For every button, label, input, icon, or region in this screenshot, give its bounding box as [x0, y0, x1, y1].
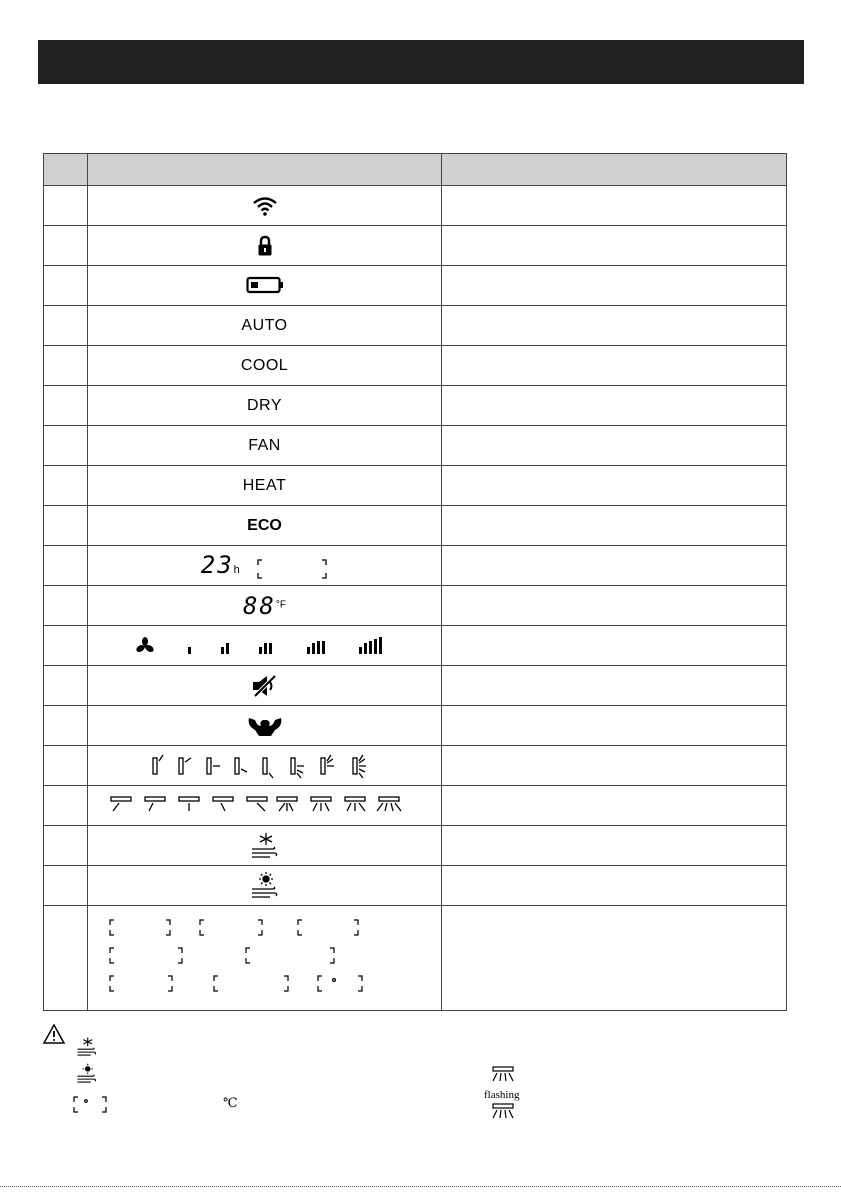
table-row	[44, 426, 787, 466]
temperature-unit: °F	[275, 599, 286, 611]
table-row	[44, 386, 787, 426]
heat-wind-icon	[250, 871, 280, 901]
lock-icon	[257, 235, 273, 257]
bracket-icon	[256, 558, 328, 580]
table-row	[44, 666, 787, 706]
page-bottom-divider	[0, 1186, 841, 1188]
celsius-symbol: ℃	[223, 1096, 238, 1111]
warning-icon	[42, 1023, 66, 1045]
table-row	[44, 546, 787, 586]
timer-display-icon	[201, 551, 328, 580]
bracket-degree-note-icon	[70, 1095, 110, 1115]
icon-table	[43, 153, 787, 1011]
table-row	[44, 346, 787, 386]
timer-unit: h	[233, 564, 240, 577]
mute-icon	[251, 674, 279, 698]
battery-icon	[246, 276, 284, 294]
table-row	[44, 466, 787, 506]
table-row	[44, 586, 787, 626]
turbo-icon	[245, 714, 285, 738]
table-row	[44, 746, 787, 786]
header-cell-no	[44, 154, 88, 186]
fan-speed-icon	[135, 635, 395, 657]
temperature-digits: 88	[242, 591, 276, 620]
mode-label-auto: AUTO	[241, 316, 288, 334]
heat-wind-note-icon	[76, 1063, 98, 1085]
header-cell-icon	[88, 154, 442, 186]
table-row	[44, 506, 787, 546]
horizontal-swing-icon	[107, 793, 423, 819]
cool-wind-note-icon	[76, 1036, 98, 1058]
table-row	[44, 906, 787, 1011]
table-row	[44, 826, 787, 866]
flashing-swing-note-icon	[490, 1103, 516, 1121]
flashing-label: flashing	[484, 1089, 520, 1101]
mode-label-fan: FAN	[248, 436, 281, 454]
header-bar	[38, 40, 804, 84]
vertical-swing-icon	[149, 753, 381, 779]
all-swing-note-icon	[490, 1066, 516, 1084]
mode-label-eco: ECO	[247, 516, 282, 534]
temperature-display-icon	[243, 592, 286, 620]
header-cell-description	[442, 154, 787, 186]
table-row	[44, 626, 787, 666]
table-row	[44, 226, 787, 266]
wifi-icon	[252, 195, 278, 217]
timer-digits: 23	[200, 551, 234, 580]
mode-label-dry: DRY	[247, 396, 282, 414]
table-row	[44, 706, 787, 746]
table-row	[44, 866, 787, 906]
table-row	[44, 266, 787, 306]
bracket-segments-icon	[108, 918, 408, 998]
cool-wind-icon	[250, 831, 280, 861]
table-row	[44, 186, 787, 226]
table-row	[44, 786, 787, 826]
mode-label-cool: COOL	[240, 356, 289, 374]
mode-label-heat: HEAT	[242, 476, 287, 494]
table-header-row	[44, 154, 787, 186]
table-row	[44, 306, 787, 346]
